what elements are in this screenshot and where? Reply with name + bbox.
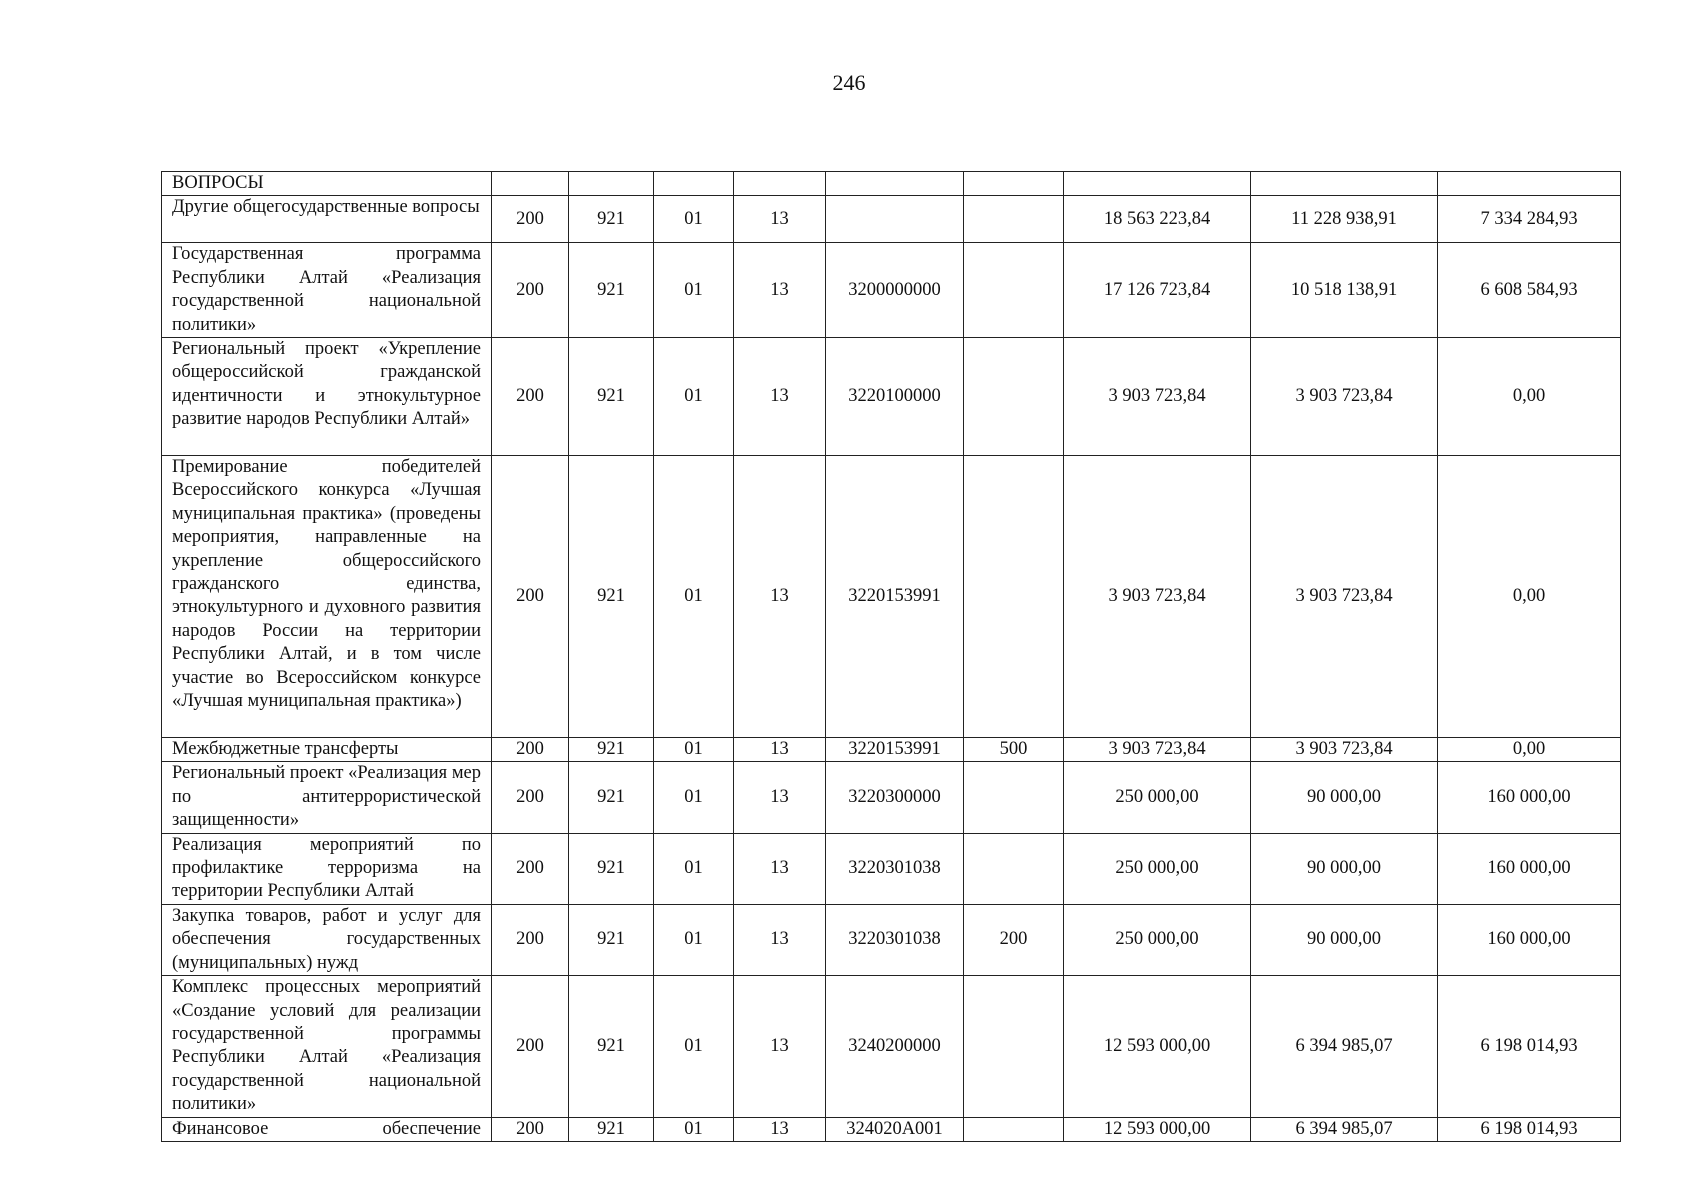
cell-podrazdel: 13	[734, 833, 826, 904]
cell-sum-3: 7 334 284,93	[1438, 196, 1621, 243]
cell-vr	[964, 833, 1064, 904]
table-row	[162, 762, 1621, 833]
cell-sum-2: 11 228 938,91	[1251, 196, 1438, 243]
cell-vr	[964, 1117, 1064, 1141]
row-name: Межбюджетные трансферты	[162, 738, 492, 762]
cell-podrazdel: 13	[734, 338, 826, 456]
cell-podrazdel: 13	[734, 196, 826, 243]
row-name: Региональный проект «Укрепление общероссийской гражданской идентичности и этнокультурное развитие народов Республики Алтай»	[162, 338, 492, 456]
cell-sum-1: 3 903 723,84	[1064, 456, 1251, 738]
cell-admin: 200	[492, 456, 569, 738]
table-row	[162, 243, 1621, 338]
cell-admin: 200	[492, 738, 569, 762]
cell-sum-3: 0,00	[1438, 738, 1621, 762]
cell-vr	[964, 196, 1064, 243]
cell-podrazdel: 13	[734, 762, 826, 833]
cell-podrazdel: 13	[734, 456, 826, 738]
cell-sum-2: 3 903 723,84	[1251, 456, 1438, 738]
cell-grbs: 921	[569, 904, 654, 975]
cell-sum-3: 160 000,00	[1438, 762, 1621, 833]
cell-razdel: 01	[654, 338, 734, 456]
cell-razdel: 01	[654, 762, 734, 833]
cell-podrazdel	[734, 172, 826, 196]
cell-vr	[964, 338, 1064, 456]
cell-grbs: 921	[569, 338, 654, 456]
cell-sum-2	[1251, 172, 1438, 196]
cell-csr: 3220301038	[826, 904, 964, 975]
cell-csr: 3200000000	[826, 243, 964, 338]
cell-sum-3: 6 198 014,93	[1438, 976, 1621, 1117]
cell-sum-1: 17 126 723,84	[1064, 243, 1251, 338]
cell-sum-3: 6 608 584,93	[1438, 243, 1621, 338]
cell-sum-2: 3 903 723,84	[1251, 738, 1438, 762]
cell-sum-2: 6 394 985,07	[1251, 976, 1438, 1117]
cell-sum-3: 0,00	[1438, 456, 1621, 738]
row-name: Закупка товаров, работ и услуг для обеспечения государственных (муниципальных) нужд	[162, 904, 492, 975]
cell-grbs: 921	[569, 456, 654, 738]
table-row	[162, 196, 1621, 243]
cell-sum-1: 18 563 223,84	[1064, 196, 1251, 243]
cell-vr: 500	[964, 738, 1064, 762]
cell-razdel: 01	[654, 738, 734, 762]
cell-admin: 200	[492, 904, 569, 975]
cell-podrazdel: 13	[734, 904, 826, 975]
table-row	[162, 456, 1621, 738]
table-row	[162, 1117, 1621, 1141]
cell-razdel: 01	[654, 904, 734, 975]
table-row	[162, 833, 1621, 904]
row-name: Региональный проект «Реализация мер по антитеррористической защищенности»	[162, 762, 492, 833]
cell-sum-1: 3 903 723,84	[1064, 738, 1251, 762]
cell-sum-3: 160 000,00	[1438, 833, 1621, 904]
cell-admin	[492, 172, 569, 196]
cell-razdel: 01	[654, 976, 734, 1117]
table-row	[162, 904, 1621, 975]
cell-admin: 200	[492, 976, 569, 1117]
cell-razdel: 01	[654, 243, 734, 338]
cell-sum-3: 6 198 014,93	[1438, 1117, 1621, 1141]
cell-csr: 3220100000	[826, 338, 964, 456]
cell-vr	[964, 976, 1064, 1117]
cell-csr: 3220153991	[826, 738, 964, 762]
cell-csr: 3240200000	[826, 976, 964, 1117]
row-name: Реализация мероприятий по профилактике терроризма на территории Республики Алтай	[162, 833, 492, 904]
cell-razdel	[654, 172, 734, 196]
cell-csr	[826, 196, 964, 243]
cell-razdel: 01	[654, 456, 734, 738]
row-name: Премирование победителей Всероссийского конкурса «Лучшая муниципальная практика» (проведены мероприятия, направленные на укрепление общероссийского гражданского единства, этнокультурного и духовного развития народов России на территории Республики Алтай, и в том числе участие во Всероссийском конкурсе «Лучшая муниципальная практика»)	[162, 456, 492, 738]
cell-vr	[964, 762, 1064, 833]
cell-sum-2: 3 903 723,84	[1251, 338, 1438, 456]
cell-podrazdel: 13	[734, 738, 826, 762]
cell-grbs: 921	[569, 1117, 654, 1141]
table-row	[162, 338, 1621, 456]
cell-grbs	[569, 172, 654, 196]
row-name: Другие общегосударственные вопросы	[162, 196, 492, 243]
cell-grbs: 921	[569, 976, 654, 1117]
cell-admin: 200	[492, 1117, 569, 1141]
cell-sum-1: 250 000,00	[1064, 762, 1251, 833]
cell-admin: 200	[492, 243, 569, 338]
cell-admin: 200	[492, 833, 569, 904]
cell-vr	[964, 456, 1064, 738]
cell-podrazdel: 13	[734, 976, 826, 1117]
page-number: 246	[832, 70, 866, 95]
cell-csr: 3220300000	[826, 762, 964, 833]
cell-admin: 200	[492, 762, 569, 833]
cell-grbs: 921	[569, 833, 654, 904]
cell-sum-2: 90 000,00	[1251, 833, 1438, 904]
cell-podrazdel: 13	[734, 243, 826, 338]
cell-sum-3: 0,00	[1438, 338, 1621, 456]
cell-grbs: 921	[569, 738, 654, 762]
table-row	[162, 738, 1621, 762]
cell-grbs: 921	[569, 243, 654, 338]
cell-csr: 3220301038	[826, 833, 964, 904]
row-name: Государственная программа Республики Алтай «Реализация государственной национальной политики»	[162, 243, 492, 338]
cell-admin: 200	[492, 196, 569, 243]
cell-razdel: 01	[654, 196, 734, 243]
cell-sum-1: 3 903 723,84	[1064, 338, 1251, 456]
cell-sum-2: 90 000,00	[1251, 762, 1438, 833]
budget-table	[161, 171, 1621, 1142]
cell-csr	[826, 172, 964, 196]
cell-admin: 200	[492, 338, 569, 456]
cell-sum-1: 250 000,00	[1064, 904, 1251, 975]
cell-csr: 324020А001	[826, 1117, 964, 1141]
cell-razdel: 01	[654, 1117, 734, 1141]
cell-vr	[964, 172, 1064, 196]
cell-sum-2: 10 518 138,91	[1251, 243, 1438, 338]
cell-podrazdel: 13	[734, 1117, 826, 1141]
cell-sum-3: 160 000,00	[1438, 904, 1621, 975]
cell-sum-1: 12 593 000,00	[1064, 976, 1251, 1117]
cell-grbs: 921	[569, 762, 654, 833]
row-name: Финансовое обеспечение	[162, 1117, 492, 1141]
cell-csr: 3220153991	[826, 456, 964, 738]
table-row	[162, 172, 1621, 196]
row-name: ВОПРОСЫ	[162, 172, 492, 196]
cell-vr: 200	[964, 904, 1064, 975]
cell-sum-2: 90 000,00	[1251, 904, 1438, 975]
cell-sum-1: 250 000,00	[1064, 833, 1251, 904]
cell-sum-1: 12 593 000,00	[1064, 1117, 1251, 1141]
cell-vr	[964, 243, 1064, 338]
row-name: Комплекс процессных мероприятий «Создание условий для реализации государственной программы Республики Алтай «Реализация государственной национальной политики»	[162, 976, 492, 1117]
cell-sum-3	[1438, 172, 1621, 196]
cell-razdel: 01	[654, 833, 734, 904]
cell-grbs: 921	[569, 196, 654, 243]
cell-sum-1	[1064, 172, 1251, 196]
table-row	[162, 976, 1621, 1117]
cell-sum-2: 6 394 985,07	[1251, 1117, 1438, 1141]
